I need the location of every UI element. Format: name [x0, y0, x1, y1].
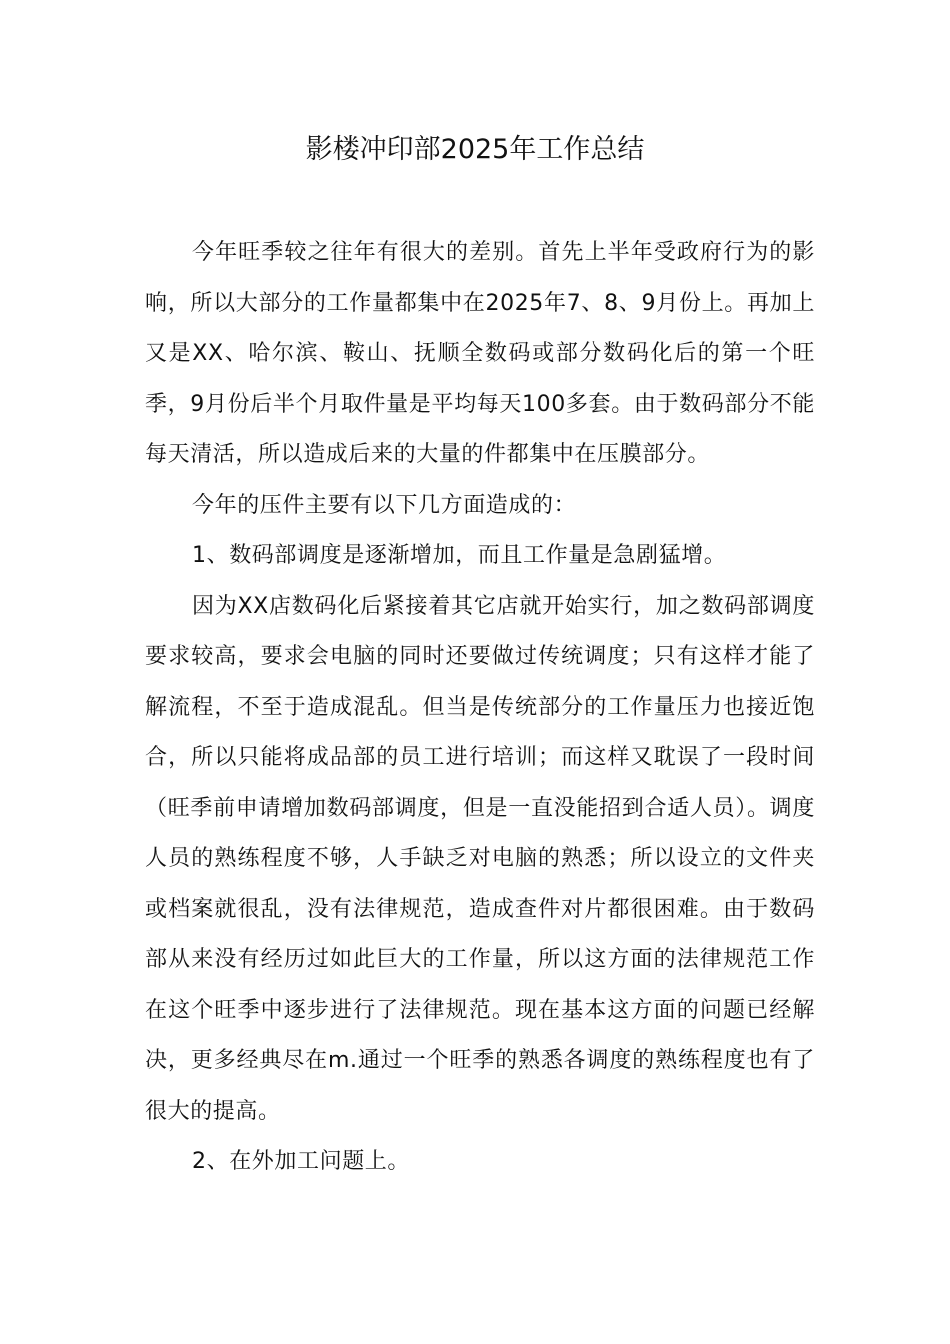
paragraph-point-2: 2、在外加工问题上。 [192, 1149, 410, 1174]
paragraph-peak-season: 今年旺季较之往年有很大的差别。首先上半年受政府行为的影响，所以大部分的工作量都集中在2025年7、8、9月份上。再加上又是XX、哈尔滨、鞍山、抚顺全数码或部分数码化后的第一个旺季，9月份后半个月取件量是平均每天100多套。由于数码部分不能每天清活，所以造成后来的大量的件都集中在压膜部分。 [145, 240, 815, 467]
paragraph-digital-scheduling: 因为XX店数码化后紧接着其它店就开始实行，加之数码部调度要求较高，要求会电脑的同时还要做过传统调度；只有这样才能了解流程，不至于造成混乱。但当是传统部分的工作量压力也接近饱合，所以只能将成品部的员工进行培训；而这样又耽误了一段时间（旺季前申请增加数码部调度，但是一直没能招到合适人员）。调度人员的熟练程度不够，人手缺乏对电脑的熟悉；所以设立的文件夹或档案就很乱，没有法律规范，造成查件对片都很困难。由于数码部从来没有经历过如此巨大的工作量，所以这方面的法律规范工作在这个旺季中逐步进行了法律规范。现在基本这方面的问题已经解决，更多经典尽在m.通过一个旺季的熟悉各调度的熟练程度也有了很大的提高。 [145, 593, 815, 1124]
paragraph-backlog-causes: 今年的压件主要有以下几方面造成的： [192, 492, 577, 518]
paragraph-point-1: 1、数码部调度是逐渐增加，而且工作量是急剧猛增。 [192, 543, 727, 568]
document-body [145, 228, 815, 1188]
document-title: 影楼冲印部2025年工作总结 [305, 134, 645, 165]
